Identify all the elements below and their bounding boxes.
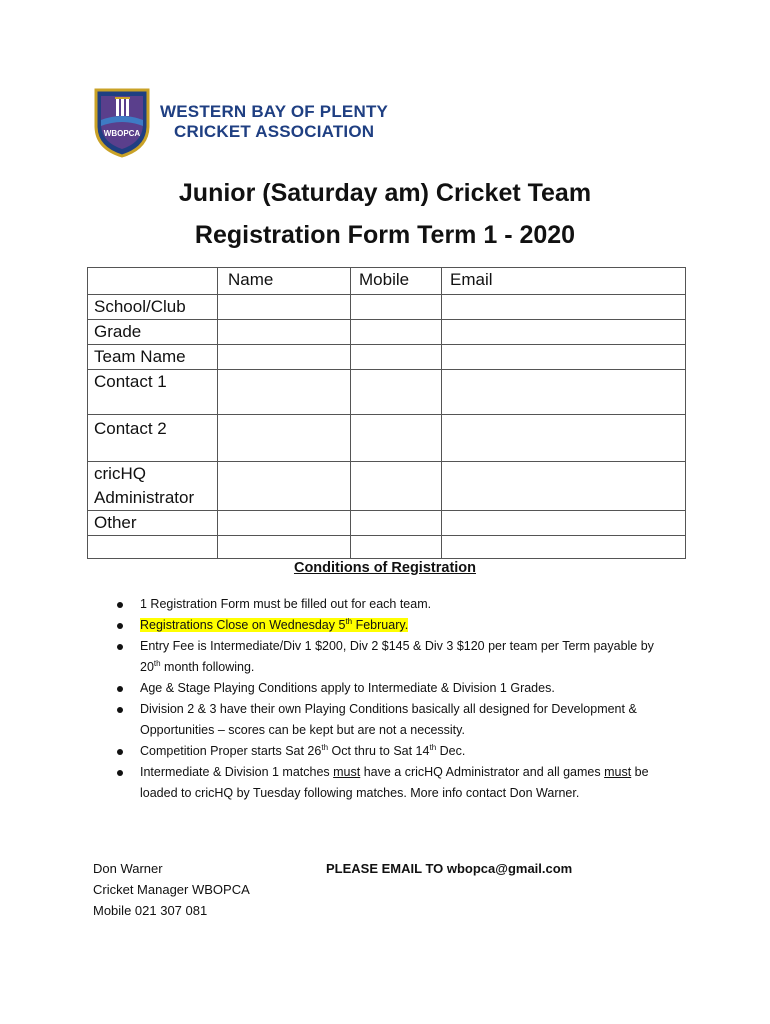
- contact-1-name-field[interactable]: [218, 370, 351, 415]
- signature-mobile: Mobile 021 307 081: [93, 903, 208, 918]
- row-label-grade: Grade: [88, 320, 218, 345]
- team-name-mobile-field[interactable]: [351, 345, 442, 370]
- blank-mobile-field[interactable]: [351, 536, 442, 559]
- row-label-crichq-administrator: [88, 462, 218, 511]
- team-name-name-field[interactable]: [218, 345, 351, 370]
- table-row-contact-2: [88, 415, 686, 462]
- contact-1-email-field[interactable]: [442, 370, 686, 415]
- blank-label-field[interactable]: [88, 536, 218, 559]
- other-name-field[interactable]: [218, 511, 351, 536]
- crichq-mobile-field[interactable]: [351, 462, 442, 511]
- row-label-contact-1: Contact 1: [88, 370, 218, 415]
- form-title-line-1: Junior (Saturday am) Cricket Team: [178, 179, 592, 207]
- bullet-icon: [117, 770, 123, 776]
- other-mobile-field[interactable]: [351, 511, 442, 536]
- contact-1-mobile-field[interactable]: [351, 370, 442, 415]
- list-item: Division 2 & 3 have their own Playing Conditions basically all designed for Development & Opportunities – scores can be kept but are not a necessity.: [115, 699, 675, 741]
- table-row-blank: [88, 536, 686, 559]
- conditions-heading: Conditions of Registration: [293, 560, 477, 576]
- list-item: [115, 615, 675, 636]
- grade-mobile-field[interactable]: [351, 320, 442, 345]
- grade-name-field[interactable]: [218, 320, 351, 345]
- row-label-team-name: Team Name: [88, 345, 218, 370]
- table-row-other: [88, 511, 686, 536]
- bullet-icon: [117, 707, 123, 713]
- list-item: Intermediate & Division 1 matches must have a cricHQ Administrator and all games must be loaded to cricHQ by Tuesday following matches. More info contact Don Warner.: [115, 762, 675, 804]
- crichq-email-field[interactable]: [442, 462, 686, 511]
- contact-2-name-field[interactable]: [218, 415, 351, 462]
- bullet-icon: [117, 749, 123, 755]
- wbopca-logo: [92, 86, 392, 158]
- blank-email-field[interactable]: [442, 536, 686, 559]
- table-header-row: [88, 268, 686, 295]
- logo-line-1: WESTERN BAY OF PLENTY: [160, 102, 389, 121]
- list-item: 1 Registration Form must be filled out for each team.: [115, 594, 675, 615]
- row-label-contact-2: Contact 2: [88, 415, 218, 462]
- bullet-icon: [117, 686, 123, 692]
- list-item: Entry Fee is Intermediate/Div 1 $200, Div 2 $145 & Div 3 $120 per team per Term payable by 20th month following.: [115, 636, 675, 678]
- school-club-mobile-field[interactable]: [351, 295, 442, 320]
- signature-name: Don Warner: [93, 861, 163, 876]
- registration-table: [87, 267, 686, 559]
- logo-badge-text: WBOPCA: [103, 129, 141, 138]
- team-name-email-field[interactable]: [442, 345, 686, 370]
- contact-2-email-field[interactable]: [442, 415, 686, 462]
- table-row-team-name: [88, 345, 686, 370]
- school-club-email-field[interactable]: [442, 295, 686, 320]
- registration-close-highlight: Registrations Close on Wednesday 5th February.: [140, 616, 409, 632]
- signature-role: Cricket Manager WBOPCA: [93, 882, 250, 897]
- cricket-shield-crest-icon: [92, 86, 152, 158]
- signature-block: [93, 858, 250, 921]
- bullet-icon: [117, 623, 123, 629]
- other-email-field[interactable]: [442, 511, 686, 536]
- row-label-school-club: School/Club: [88, 295, 218, 320]
- form-title-line-2: Registration Form Term 1 - 2020: [194, 221, 576, 249]
- table-row-grade: [88, 320, 686, 345]
- table-row-crichq-administrator: [88, 462, 686, 511]
- crichq-label-line-1: cricHQ: [94, 464, 146, 483]
- school-club-name-field[interactable]: [218, 295, 351, 320]
- grade-email-field[interactable]: [442, 320, 686, 345]
- header-email: Email: [442, 268, 686, 295]
- table-row-school-club: [88, 295, 686, 320]
- bullet-icon: [117, 644, 123, 650]
- conditions-list: [115, 594, 675, 804]
- list-item: Competition Proper starts Sat 26th Oct thru to Sat 14th Dec.: [115, 741, 675, 762]
- logo-wordmark: [160, 102, 388, 142]
- email-instruction: PLEASE EMAIL TO wbopca@gmail.com: [326, 861, 573, 876]
- logo-line-2: CRICKET ASSOCIATION: [174, 122, 375, 141]
- crichq-name-field[interactable]: [218, 462, 351, 511]
- bullet-icon: [117, 602, 123, 608]
- crichq-label-line-2: Administrator: [94, 488, 195, 507]
- header-name: Name: [218, 268, 351, 295]
- row-label-other: Other: [88, 511, 218, 536]
- header-blank-cell: [88, 268, 218, 295]
- header-mobile: Mobile: [351, 268, 442, 295]
- list-item: Age & Stage Playing Conditions apply to Intermediate & Division 1 Grades.: [115, 678, 675, 699]
- contact-2-mobile-field[interactable]: [351, 415, 442, 462]
- blank-name-field[interactable]: [218, 536, 351, 559]
- table-row-contact-1: [88, 370, 686, 415]
